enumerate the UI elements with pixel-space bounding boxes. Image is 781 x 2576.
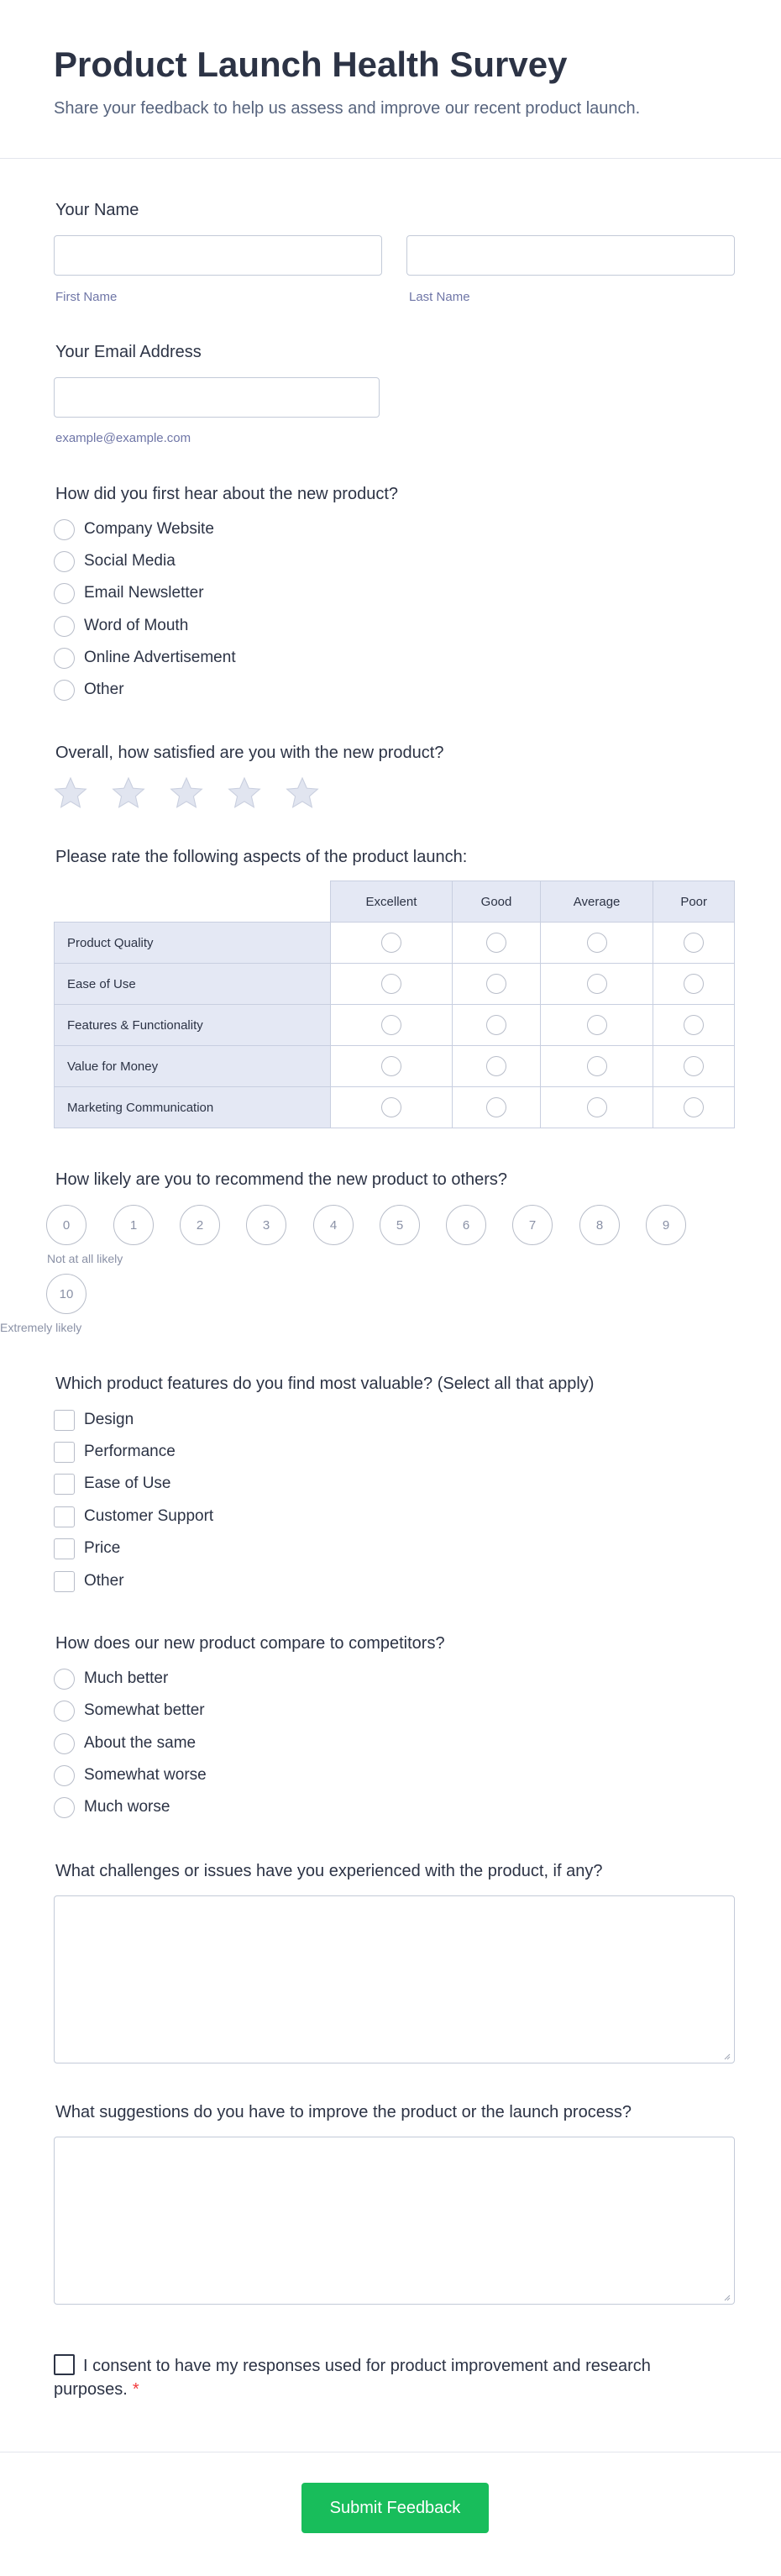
checkbox[interactable] (54, 1474, 75, 1495)
compare-option-label: Somewhat better (84, 1701, 205, 1719)
email-label: Your Email Address (55, 343, 202, 361)
matrix-radio[interactable] (486, 974, 506, 994)
scale-option[interactable]: 0 (46, 1205, 86, 1245)
radio-button[interactable] (54, 1765, 75, 1786)
matrix-radio[interactable] (684, 1015, 704, 1035)
star-icon[interactable] (284, 775, 321, 812)
hear-option[interactable] (54, 678, 124, 702)
radio-button[interactable] (54, 1701, 75, 1722)
matrix-row (55, 1087, 735, 1128)
satisfaction-label: Overall, how satisfied are you with the new product? (55, 744, 444, 762)
star-icon[interactable] (110, 775, 147, 812)
required-mark: * (132, 2380, 139, 2399)
email-input[interactable] (54, 377, 380, 418)
consent-field (54, 2354, 658, 2401)
hear-option[interactable] (54, 614, 188, 638)
compare-option[interactable] (54, 1667, 168, 1690)
star-icon[interactable] (226, 775, 263, 812)
checkbox[interactable] (54, 1410, 75, 1431)
compare-option-label: Much worse (84, 1798, 170, 1816)
name-label: Your Name (55, 201, 139, 219)
first-name-input[interactable] (54, 235, 382, 276)
feature-option[interactable] (54, 1569, 124, 1593)
matrix-radio[interactable] (587, 1097, 607, 1117)
scale-option[interactable]: 4 (313, 1205, 354, 1245)
consent-checkbox[interactable] (54, 2354, 75, 2375)
matrix-radio[interactable] (587, 1015, 607, 1035)
matrix-radio[interactable] (381, 933, 401, 953)
matrix-radio[interactable] (381, 1097, 401, 1117)
scale-option[interactable]: 8 (579, 1205, 620, 1245)
submit-button[interactable]: Submit Feedback (301, 2483, 489, 2533)
challenges-label: What challenges or issues have you experienced with the product, if any? (55, 1862, 603, 1880)
radio-button[interactable] (54, 519, 75, 540)
matrix-radio[interactable] (486, 933, 506, 953)
compare-option[interactable] (54, 1764, 207, 1787)
matrix-row-label: Value for Money (55, 1046, 331, 1087)
star-icon[interactable] (168, 775, 205, 812)
matrix-radio[interactable] (381, 1015, 401, 1035)
hear-label: How did you first hear about the new product? (55, 485, 399, 503)
matrix-row-label: Features & Functionality (55, 1005, 331, 1046)
matrix-radio[interactable] (486, 1015, 506, 1035)
matrix-label: Please rate the following aspects of the product launch: (55, 848, 468, 866)
hear-option-label: Email Newsletter (84, 584, 204, 602)
scale-option[interactable]: 2 (180, 1205, 220, 1245)
scale-option[interactable]: 9 (646, 1205, 686, 1245)
radio-button[interactable] (54, 583, 75, 604)
matrix-radio[interactable] (486, 1097, 506, 1117)
last-name-input[interactable] (406, 235, 735, 276)
star-icon[interactable] (52, 775, 89, 812)
feature-option[interactable] (54, 1408, 134, 1432)
feature-option[interactable] (54, 1440, 176, 1464)
checkbox[interactable] (54, 1538, 75, 1559)
resize-grip-icon[interactable] (723, 2053, 731, 2060)
recommend-label: How likely are you to recommend the new product to others? (55, 1170, 508, 1189)
radio-button[interactable] (54, 1669, 75, 1690)
radio-button[interactable] (54, 648, 75, 669)
hear-option-label: Other (84, 681, 124, 698)
scale-high-label: Extremely likely (0, 1321, 82, 1334)
suggestions-textarea[interactable] (54, 2137, 735, 2305)
matrix-row-label: Ease of Use (55, 964, 331, 1005)
compare-option[interactable] (54, 1795, 170, 1819)
scale-option[interactable]: 6 (446, 1205, 486, 1245)
challenges-textarea[interactable] (54, 1895, 735, 2063)
matrix-column-header: Good (453, 881, 541, 923)
feature-option-label: Design (84, 1411, 134, 1428)
matrix-radio[interactable] (684, 1097, 704, 1117)
scale-option[interactable]: 5 (380, 1205, 420, 1245)
scale-option[interactable]: 7 (512, 1205, 553, 1245)
hear-option-label: Social Media (84, 552, 176, 570)
feature-option-label: Price (84, 1539, 121, 1557)
radio-button[interactable] (54, 616, 75, 637)
feature-option-label: Performance (84, 1443, 176, 1460)
feature-option-label: Ease of Use (84, 1475, 171, 1492)
matrix-radio[interactable] (587, 974, 607, 994)
matrix-row (55, 964, 735, 1005)
features-label: Which product features do you find most valuable? (Select all that apply) (55, 1375, 595, 1393)
radio-button[interactable] (54, 680, 75, 701)
radio-button[interactable] (54, 551, 75, 572)
first-name-sublabel: First Name (55, 290, 118, 304)
feature-option-label: Customer Support (84, 1507, 214, 1525)
hear-option[interactable] (54, 549, 176, 573)
hear-option-label: Company Website (84, 520, 214, 538)
matrix-radio[interactable] (684, 1056, 704, 1076)
email-sublabel: example@example.com (55, 431, 191, 445)
hear-option[interactable] (54, 646, 236, 670)
rating-matrix (54, 881, 735, 1128)
matrix-row-label: Product Quality (55, 923, 331, 964)
scale-option[interactable]: 10 (46, 1274, 86, 1314)
scale-option[interactable]: 3 (246, 1205, 286, 1245)
feature-option[interactable] (54, 1505, 213, 1528)
matrix-radio[interactable] (381, 1056, 401, 1076)
matrix-radio[interactable] (381, 974, 401, 994)
matrix-column-header: Excellent (330, 881, 452, 923)
resize-grip-icon[interactable] (723, 2294, 731, 2301)
page-title: Product Launch Health Survey (54, 45, 568, 84)
feature-option-label: Other (84, 1572, 124, 1590)
matrix-row-label: Marketing Communication (55, 1087, 331, 1128)
form-header (0, 0, 781, 159)
compare-option[interactable] (54, 1699, 205, 1722)
feature-option[interactable] (54, 1537, 120, 1560)
matrix-column-header: Average (540, 881, 653, 923)
matrix-corner (55, 881, 331, 923)
matrix-column-header: Poor (653, 881, 735, 923)
checkbox[interactable] (54, 1506, 75, 1527)
hear-option[interactable] (54, 518, 214, 541)
hear-option[interactable] (54, 581, 204, 605)
matrix-radio[interactable] (486, 1056, 506, 1076)
page-subtitle: Share your feedback to help us assess and improve our recent product launch. (54, 99, 641, 118)
matrix-radio[interactable] (587, 933, 607, 953)
matrix-radio[interactable] (684, 933, 704, 953)
scale-low-label: Not at all likely (47, 1252, 123, 1265)
compare-label: How does our new product compare to competitors? (55, 1634, 445, 1653)
radio-button[interactable] (54, 1797, 75, 1818)
compare-option-label: Much better (84, 1669, 169, 1687)
last-name-sublabel: Last Name (409, 290, 470, 304)
feature-option[interactable] (54, 1472, 171, 1496)
matrix-row (55, 1046, 735, 1087)
compare-option-label: Somewhat worse (84, 1766, 207, 1784)
matrix-radio[interactable] (587, 1056, 607, 1076)
radio-button[interactable] (54, 1733, 75, 1754)
checkbox[interactable] (54, 1442, 75, 1463)
matrix-row (55, 1005, 735, 1046)
hear-option-label: Online Advertisement (84, 649, 236, 666)
compare-option[interactable] (54, 1732, 196, 1755)
suggestions-label: What suggestions do you have to improve the product or the launch process? (55, 2103, 632, 2121)
checkbox[interactable] (54, 1571, 75, 1592)
matrix-radio[interactable] (684, 974, 704, 994)
compare-option-label: About the same (84, 1734, 197, 1752)
matrix-row (55, 923, 735, 964)
scale-option[interactable]: 1 (113, 1205, 154, 1245)
hear-option-label: Word of Mouth (84, 617, 189, 634)
consent-text: I consent to have my responses used for product improvement and research purposes. (54, 2357, 651, 2399)
